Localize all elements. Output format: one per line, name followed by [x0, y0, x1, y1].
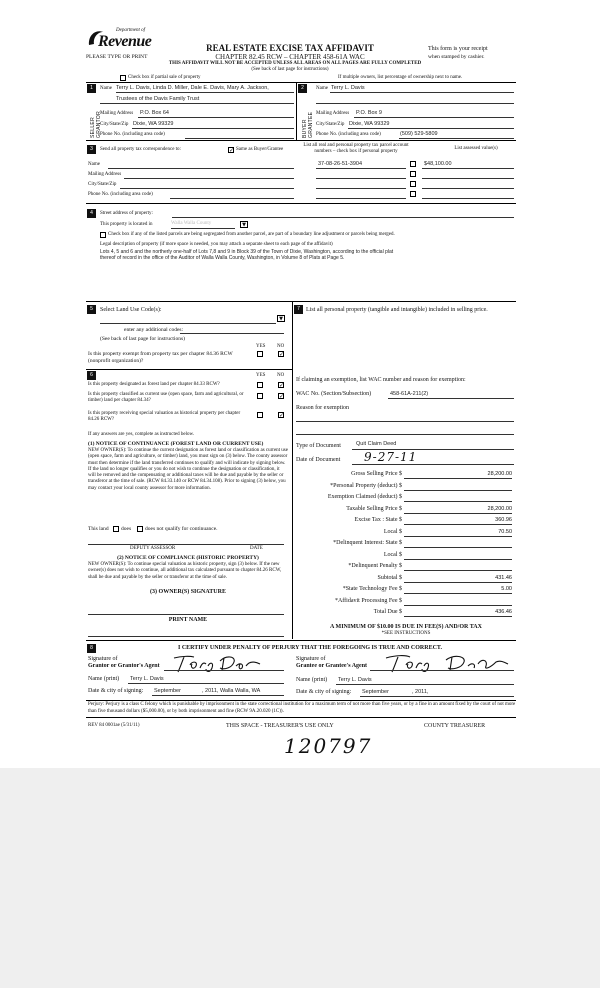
print-name-line: [88, 636, 284, 637]
tax-row-label: Local $: [383, 551, 402, 558]
exempt-yes-checkbox[interactable]: [257, 351, 263, 357]
tax-row: [296, 470, 514, 480]
corr-mailing-line: [124, 178, 294, 179]
doc-date-value[interactable]: 9-27-11: [364, 450, 418, 464]
form-warning: THIS AFFIDAVIT WILL NOT BE ACCEPTED UNLESS ALL AREAS ON ALL PAGES ARE FULLY COMPLETED: [168, 61, 422, 66]
doc-date-line: [352, 464, 514, 465]
tax-row-value[interactable]: 28,200.00: [404, 471, 512, 479]
tax-row-label: Taxable Selling Price $: [346, 505, 402, 512]
buyer-city-label: City/State/Zip: [316, 122, 345, 127]
section-2-number: 2: [298, 84, 307, 93]
does-not-label: does not qualify for continuance.: [145, 526, 218, 532]
does-not-qualify-checkbox[interactable]: [137, 526, 143, 532]
receipt-note-1: This form is your receipt: [428, 46, 488, 52]
tax-row-value[interactable]: 360.96: [404, 517, 512, 525]
legal-description-label: Legal description of property (if more space is needed, you may attach a separate sheet to each page of the affidavit): [100, 242, 333, 247]
assessed-line-4: [422, 198, 514, 199]
send-correspondence-label: Send all property tax correspondence to:: [100, 147, 181, 152]
assessed-header: List assessed value(s): [454, 146, 498, 151]
street-address-line: [172, 217, 514, 218]
deputy-assessor-label: DEPUTY ASSESSOR: [130, 546, 176, 551]
grantor-date-month[interactable]: September: [154, 688, 181, 694]
grantor-signature-line: [164, 670, 284, 671]
tax-row: [296, 505, 514, 515]
grantor-name-label: Name (print): [88, 676, 120, 682]
current-use-question: Is this property classified as current use (open space, farm and agricultural, or timber) land per chapter 84.34?: [88, 392, 244, 403]
section-5-number: 5: [87, 305, 96, 314]
seller-name-value-2[interactable]: Trustees of the Davis Family Trust: [116, 96, 200, 102]
tax-row: [296, 539, 514, 549]
section12-top-border: [86, 82, 516, 83]
corr-city-line: [120, 188, 294, 189]
historic-question: Is this property receiving special valuation as historical property per chapter 84.26 RCW?: [88, 411, 241, 422]
section5-top-border: [86, 301, 516, 302]
logo-small-text: Department of: [116, 28, 146, 33]
buyer-name-line-2: [316, 103, 514, 104]
form-revision: REV 84 0001ae (5/31/11): [88, 723, 140, 728]
perjury-top-border: [86, 700, 516, 701]
tax-row-label: *Delinquent Penalty $: [348, 563, 402, 569]
assessed-line-3: [422, 188, 514, 189]
exempt-no-checkbox[interactable]: ✓: [279, 351, 285, 358]
notice-compliance-title: (2) NOTICE OF COMPLIANCE (HISTORIC PROPERTY): [117, 555, 259, 561]
parcel-line-2: [316, 178, 406, 179]
corr-mailing-label: Mailing Address: [88, 172, 122, 177]
historic-yes-checkbox[interactable]: [257, 412, 263, 418]
owner-signature-label: (3) OWNER(S) SIGNATURE: [150, 589, 226, 595]
tax-calculation-table: [296, 470, 516, 620]
buyer-phone-line: [399, 138, 514, 139]
county-dropdown-chevron-icon[interactable]: ▼: [240, 221, 248, 228]
section-7-number: 7: [294, 305, 303, 314]
forest-yes-checkbox[interactable]: [257, 382, 263, 388]
grantor-date-label: Date & city of signing:: [88, 688, 144, 694]
grantee-name-value[interactable]: Terry L. Davis: [338, 677, 372, 683]
parcel-header: List all real and personal property tax parcel account numbers – check box if personal property: [303, 143, 409, 154]
tax-row: [296, 574, 514, 584]
perjury-bottom-border: [86, 717, 516, 718]
buyer-mailing-line: [354, 117, 514, 118]
does-label: does: [121, 526, 132, 532]
grantee-date-rest[interactable]: , 2011,: [412, 689, 429, 695]
tax-row-value[interactable]: [404, 552, 512, 560]
tax-row-label: *State Technology Fee $: [342, 586, 402, 592]
s5-no-header: NO: [277, 344, 285, 349]
doc-type-value[interactable]: Quit Claim Deed: [356, 441, 397, 447]
located-label: This property is located in: [100, 222, 153, 227]
grantee-sig-label-2: Grantee or Grantee's Agent: [296, 663, 368, 669]
tax-row-value[interactable]: [404, 563, 512, 571]
forest-question: Is this property designated as forest land per chapter 84.33 RCW?: [88, 382, 220, 387]
current-use-no-checkbox[interactable]: ✓: [279, 393, 285, 400]
forest-no-checkbox[interactable]: ✓: [279, 382, 285, 389]
seller-side-label: SELLER GRANTOR: [90, 110, 102, 138]
land-use-select[interactable]: [100, 315, 276, 324]
grantee-signature-line: [370, 670, 514, 671]
form-chapter: CHAPTER 82.45 RCW – CHAPTER 458-61A WAC: [215, 53, 365, 61]
seller-name-line-2: [100, 103, 294, 104]
owner-signature-line: [88, 614, 284, 615]
same-as-buyer-checkbox[interactable]: ✓: [229, 147, 235, 154]
see-back-note: (See back of last page for instructions): [251, 67, 329, 72]
grantor-date-rest[interactable]: , 2011, Walla Walla, WA: [202, 688, 261, 694]
parcel-line-1: [316, 168, 406, 169]
exemption-label: If claiming an exemption, list WAC number and reason for exemption:: [296, 377, 466, 383]
buyer-name-value[interactable]: Terry L. Davis: [331, 85, 365, 91]
seller-phone-label: Phone No. (including area code): [100, 132, 165, 137]
corr-phone-line: [170, 198, 294, 199]
section6-top-border: [86, 369, 292, 370]
receipt-note-2: when stamped by cashier.: [428, 54, 485, 60]
parcel-line-3: [316, 188, 406, 189]
tax-row-label: Gross Selling Price $: [351, 471, 402, 477]
wac-line: [388, 398, 514, 399]
corr-name-label: Name: [88, 162, 100, 167]
additional-codes-label: enter any additional codes:: [124, 327, 184, 333]
tax-row-label: *Delinquent Interest: State $: [333, 540, 402, 546]
reason-label: Reason for exemption: [296, 405, 349, 411]
parcel-1-checkbox[interactable]: [410, 161, 416, 167]
seller-mailing-line: [138, 117, 294, 118]
tax-row: [296, 516, 514, 526]
doc-date-label: Date of Document: [296, 457, 341, 463]
reason-line-2: [296, 434, 514, 435]
section-4-number: 4: [87, 209, 96, 218]
tax-row-label: Local $: [383, 528, 402, 535]
buyer-name-line: [330, 92, 514, 93]
tax-row-value[interactable]: 28,200.00: [404, 506, 512, 514]
print-name-label: PRINT NAME: [168, 617, 208, 623]
tax-row-value[interactable]: 5.00: [404, 586, 512, 594]
county-treasurer-label: COUNTY TREASURER: [424, 723, 486, 729]
tax-row-value[interactable]: 431.46: [404, 575, 512, 583]
deputy-assessor-line: [88, 544, 284, 545]
legal-description-line-1[interactable]: Lots 4, 5 and 6 and the northerly one-half of Lots 7,8 and 9 in Block 39 of the Town of Dixie, Washington, according to the official plat: [100, 249, 394, 255]
grantee-name-line: [336, 684, 514, 685]
if-yes-note: If any answers are yes, complete as instructed below.: [88, 432, 195, 437]
buyer-mailing-value[interactable]: P.O. Box 9: [356, 110, 382, 116]
additional-codes-line: [180, 333, 284, 334]
seller-mailing-label: Mailing Address: [100, 111, 134, 116]
partial-sale-checkbox[interactable]: [120, 75, 126, 81]
section12-bottom-border: [86, 140, 516, 141]
grantee-date-month[interactable]: September: [362, 689, 389, 695]
section8-top-border: [86, 640, 516, 641]
tax-row: [296, 597, 514, 607]
seller-phone-line: [185, 138, 294, 139]
buyer-phone-value[interactable]: (509) 529-5809: [400, 131, 438, 137]
notice-compliance-body: NEW OWNER(S): To continue special valuation as historic property, sign (3) below. If the new owner(s) does not wish to continue, all additional tax calculated pursuant to chapter 84.26 RCW, shall be due and payable by the seller or transferor at the time of sale.: [88, 562, 282, 580]
corr-name-line: [108, 168, 294, 169]
grantee-sig-label-1: Signature of: [296, 656, 326, 662]
tax-row: [296, 585, 514, 595]
legal-description-line-2[interactable]: thereof of record in the office of the Auditor of Walla Walla County, Washington, in Volume 8 of Plats at Page 5.: [100, 255, 345, 261]
tax-row: [296, 528, 514, 538]
print-note: PLEASE TYPE OR PRINT: [86, 54, 148, 60]
seller-mailing-value[interactable]: P.O. Box 64: [140, 110, 169, 116]
tax-row-value[interactable]: [404, 598, 512, 606]
buyer-city-value[interactable]: Dixie, WA 99329: [349, 121, 390, 127]
grantee-name-label: Name (print): [296, 677, 328, 683]
seller-city-label: City/State/Zip: [100, 122, 129, 127]
tax-row: [296, 608, 514, 618]
grantee-date-label: Date & city of signing:: [296, 689, 352, 695]
grantee-date-line: [360, 696, 514, 697]
seller-city-value[interactable]: Dixie, WA 99329: [133, 121, 174, 127]
parcel-value[interactable]: 37-08-26-51-3904: [318, 161, 363, 167]
land-use-label: Select Land Use Code(s):: [100, 307, 162, 313]
does-qualify-checkbox[interactable]: [113, 526, 119, 532]
section3-bottom-border: [86, 203, 516, 204]
tax-row-label: Exemption Claimed (deduct) $: [327, 494, 402, 500]
buyer-mailing-label: Mailing Address: [316, 111, 350, 116]
perjury-note: Perjury: Perjury is a class C felony which is punishable by imprisonment in the state correctional institution for a maximum term of not more than five years, or by a fine in an amount fixed by the court of not more than five thousand dollars ($5,000.00), or by both imprisonment and fine (RCW 9A.20.020 (1C)).: [88, 702, 516, 714]
section-8-number: 8: [87, 644, 96, 653]
tax-row: [296, 551, 514, 561]
parcel-4-checkbox[interactable]: [410, 191, 416, 197]
tax-row-label: Excise Tax : State $: [354, 517, 402, 523]
parcel-line-4: [316, 198, 406, 199]
seller-city-line: [132, 128, 294, 129]
grantor-date-line: [152, 695, 284, 696]
s5-yes-header: YES: [256, 344, 266, 349]
seller-name-value[interactable]: Terry L. Davis, Linda D. Miller, Dale E. Davis, Mary A. Jackson,: [116, 85, 269, 91]
wac-label: WAC No. (Section/Subsection): [296, 391, 372, 397]
current-use-yes-checkbox[interactable]: [257, 393, 263, 399]
logo-main-text: Revenue: [98, 33, 152, 50]
this-land-label: This land: [88, 526, 109, 532]
tax-row: [296, 493, 514, 503]
treasurer-use-label: THIS SPACE - TREASURER'S USE ONLY: [226, 723, 334, 729]
corr-city-label: City/State/Zip: [88, 182, 117, 187]
exempt-question: Is this property exempt from property tax per chapter 84.36 RCW (nonprofit organization)?: [88, 351, 233, 364]
assessed-value[interactable]: $48,100.00: [424, 161, 452, 167]
section-6-number: 6: [87, 371, 96, 380]
seller-name-line: [116, 92, 294, 93]
tax-row-value[interactable]: 436.46: [404, 609, 512, 617]
same-as-buyer-label: Same as Buyer/Grantee: [236, 147, 284, 152]
tax-row-label: *Personal Property (deduct) $: [330, 482, 402, 489]
department-logo: [86, 26, 156, 52]
segregated-checkbox[interactable]: [100, 232, 106, 238]
tax-row-value[interactable]: [404, 540, 512, 548]
assessed-line-1: [422, 168, 514, 169]
see-instructions-note: *SEE INSTRUCTIONS: [381, 631, 431, 636]
certify-statement: I CERTIFY UNDER PENALTY OF PERJURY THAT THE FOREGOING IS TRUE AND CORRECT.: [177, 645, 442, 651]
parcel-3-checkbox[interactable]: [410, 181, 416, 187]
minimum-fee-note: A MINIMUM OF $10.00 IS DUE IN FEE(S) AND/OR TAX: [330, 624, 482, 630]
section12-divider: [296, 82, 297, 140]
street-address-label: Street address of property:: [100, 211, 153, 216]
personal-property-label: List all personal property (tangible and intangible) included in selling price.: [306, 307, 488, 313]
parcel-2-checkbox[interactable]: [410, 171, 416, 177]
historic-no-checkbox[interactable]: ✓: [279, 412, 285, 419]
county-select[interactable]: Walla Walla County: [171, 221, 235, 229]
form-title: REAL ESTATE EXCISE TAX AFFIDAVIT: [206, 43, 374, 53]
segregated-label: Check box if any of the listed parcels are being segregated from another parcel, are part of a boundary line adjustment or parcels being merged.: [108, 232, 395, 237]
tax-row-value[interactable]: [404, 483, 512, 491]
buyer-side-label: BUYER GRANTEE: [302, 111, 314, 138]
tax-row-label: Total Due $: [373, 609, 402, 615]
land-use-chevron-icon[interactable]: ▼: [277, 315, 285, 322]
partial-sale-label: Check box if partial sale of property: [128, 75, 201, 80]
grantor-name-value[interactable]: Terry L. Davis: [130, 676, 164, 682]
seller-name-label: Name: [100, 86, 112, 91]
wac-value[interactable]: 458-61A-211(2): [390, 391, 429, 397]
tax-row-value[interactable]: 70.50: [404, 529, 512, 537]
buyer-city-line: [348, 128, 514, 129]
date-label: DATE: [250, 546, 263, 551]
land-use-see-back: (See back of last page for instructions): [100, 336, 185, 342]
reason-line-1: [296, 421, 514, 422]
tax-row: [296, 562, 514, 572]
notice-continuance-body: NEW OWNER(S): To continue the current designation as forest land or classification as current use (open space, farm and agriculture, or timber) land, you must sign on (3) below. The county assessor must then determine if the land transferred continues to qualify and will indicate by signing below. If the land no longer qualifies or you do not wish to continue the designation or classification, it will be removed and the compensating or additional taxes will be due and payable by the seller or transferor at the time of sale. (RCW 84.33.140 or RCW 84.34.108). Prior to signing (3) below, you may contact your local county assessor for more information.: [88, 448, 288, 491]
multiple-owners-note: If multiple owners, list percentage of ownership next to name.: [338, 75, 463, 80]
tax-row-value[interactable]: [404, 494, 512, 502]
tax-row-label: *Affidavit Processing Fee $: [334, 597, 402, 604]
center-divider: [292, 301, 293, 639]
assessed-line-2: [422, 178, 514, 179]
treasurer-stamp-number: 120797: [284, 734, 373, 758]
s6-yes-header: YES: [256, 373, 266, 378]
section-3-number: 3: [87, 145, 96, 154]
notice-continuance-title: (1) NOTICE OF CONTINUANCE (FOREST LAND OR CURRENT USE): [88, 441, 264, 447]
s6-no-header: NO: [277, 373, 285, 378]
page-bottom-margin: [0, 768, 600, 988]
grantor-sig-label-2: Grantor or Grantor's Agent: [88, 663, 160, 669]
tax-row: [296, 482, 514, 492]
buyer-name-label: Name: [316, 86, 328, 91]
grantor-sig-label-1: Signature of: [88, 656, 118, 662]
tax-row-label: Subtotal $: [377, 574, 402, 581]
section-1-number: 1: [87, 84, 96, 93]
doc-type-label: Type of Document: [296, 443, 341, 449]
corr-phone-label: Phone No. (including area code): [88, 192, 153, 197]
buyer-phone-label: Phone No. (including area code): [316, 132, 381, 137]
grantor-name-line: [128, 683, 284, 684]
